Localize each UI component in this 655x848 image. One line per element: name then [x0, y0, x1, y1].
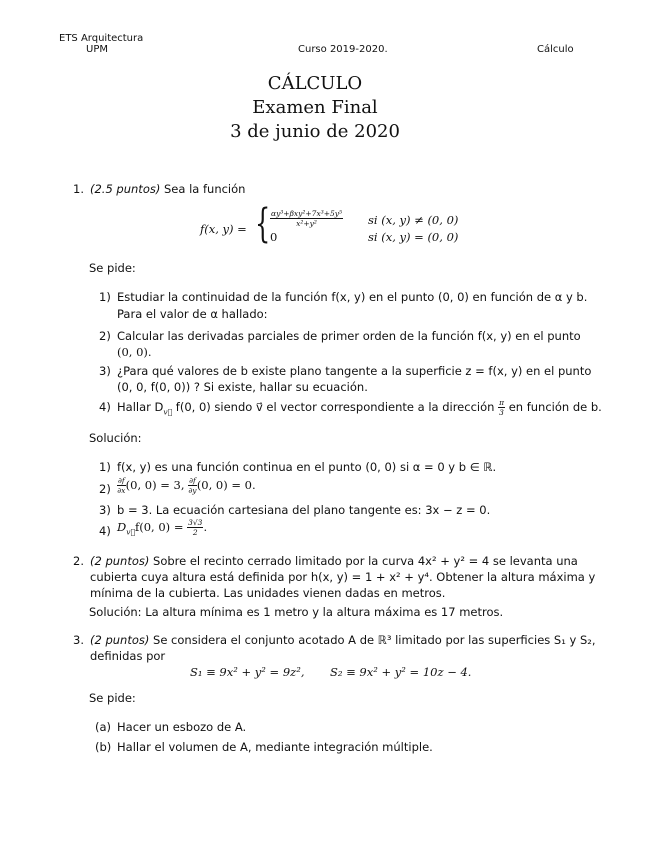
question-1-number: 1. [73, 182, 84, 196]
exam-subtitle: Examen Final [252, 97, 378, 118]
question-1-header [90, 180, 245, 198]
q1-item-4-part1: Hallar D [117, 400, 164, 414]
question-3-number: 3. [73, 633, 84, 647]
q3-item-a: Hacer un esbozo de A. [117, 720, 247, 734]
school-abbr: UPM [86, 44, 108, 55]
q1-item-number: 2) [99, 329, 111, 343]
q2-solution-label: Solución: [89, 605, 142, 619]
piece-1-condition: si (x, y) ≠ (0, 0) [368, 213, 459, 227]
question-2-line3: mínima de la cubierta. Las unidades vienen dadas en metros. [90, 586, 446, 600]
df-dy: $\frac{\partial f}{\partial y}$ [188, 476, 197, 495]
q1-solution-1: f(x, y) es una función continua en el punto (0, 0) si α = 0 y b ∈ ℝ. [117, 460, 497, 474]
q3-se-pide: Se pide: [89, 691, 136, 705]
sol-number: 4) [99, 524, 111, 538]
pi-over-3: $\frac{\pi}{3}$ [499, 398, 505, 417]
q2-solution-text: La altura mínima es 1 metro y la altura máxima es 17 metros. [145, 605, 504, 619]
q3-item-label: (b) [95, 740, 112, 754]
q1-item-4 [117, 398, 602, 421]
q1-item-number: 1) [99, 290, 111, 304]
question-2-points: (2 puntos) [90, 554, 150, 568]
question-1-points: (2.5 puntos) [90, 182, 161, 196]
piece-1-denominator: x²+y² [296, 219, 317, 228]
question-3-points: (2 puntos) [90, 633, 150, 647]
surface-s1-equation: S₁ ≡ 9x² + y² = 9z², [190, 665, 305, 679]
q1-item-2-line2: (0, 0). [117, 345, 152, 359]
q1-solution-4: $D_{v⃗}f(0$, 0) = $\frac{3√3}{2}$ . [117, 518, 208, 537]
question-2-text1: Sobre el recinto cerrado limitado por la curva 4x² + y² = 4 se levanta una [153, 554, 578, 568]
q3-item-label: (a) [95, 720, 112, 734]
piece-2-condition: si (x, y) = (0, 0) [368, 230, 459, 244]
sol-number: 1) [99, 460, 111, 474]
sol-number: 3) [99, 503, 111, 517]
exam-title: CÁLCULO [267, 73, 363, 94]
q1-solution-2-part1: (0, 0) = 3, [125, 478, 185, 492]
q1-solution-3: b = 3. La ecuación cartesiana del plano tangente es: 3x − z = 0. [117, 503, 491, 517]
q1-item-4-part2: f(0, 0) siendo v⃗ el vector correspondiente a la dirección [175, 400, 495, 414]
q3-item-b: Hallar el volumen de A, mediante integración múltiple. [117, 740, 433, 754]
q1-item-number: 4) [99, 400, 111, 414]
q1-solution-2-part2: (0, 0) = 0. [196, 478, 256, 492]
piece-2-value: 0 [270, 230, 278, 244]
exam-date: 3 de junio de 2020 [230, 121, 400, 142]
v-subscript: v⃗ [126, 527, 135, 537]
q1-item-3-line2: (0, 0, f(0, 0)) ? Si existe, hallar su ecuación. [117, 380, 368, 394]
q1-item-1-line2: Para el valor de α hallado: [117, 307, 268, 321]
question-2-line2: cubierta cuya altura está definida por h(x, y) = 1 + x² + y⁴. Obtener la altura máxima y [90, 570, 596, 584]
df-dx: $\frac{\partial f}{\partial x}$ [117, 476, 126, 495]
sol-number: 2) [99, 482, 111, 496]
piece-1-expression [270, 208, 343, 228]
question-2-number: 2. [73, 554, 84, 568]
function-lhs: f(x, y) = [200, 222, 247, 236]
subject-name: Cálculo [537, 44, 574, 55]
course-year: Curso 2019-2020. [298, 44, 388, 55]
piece-1-numerator: αy³+βxy²+7x³+5y⁵ [271, 209, 342, 218]
q1-item-number: 3) [99, 364, 111, 378]
q1-item-2-line1: Calcular las derivadas parciales de primer orden de la función f(x, y) en el punto [117, 329, 581, 343]
school-name: ETS Arquitectura [59, 33, 144, 44]
q1-solution-4-part1: D [117, 520, 127, 534]
question-2-solution [89, 603, 503, 621]
q1-solution-label: Solución: [89, 431, 142, 445]
q1-se-pide: Se pide: [89, 261, 136, 275]
question-3-line2: definidas por [90, 649, 166, 663]
question-3-line1 [90, 631, 596, 649]
q1-item-3-line1: ¿Para qué valores de b existe plano tangente a la superficie z = f(x, y) en el punto [117, 364, 592, 378]
question-3-text1: Se considera el conjunto acotado A de ℝ³ limitado por las superficies S₁ y S₂, [153, 633, 596, 647]
q1-solution-4-part2: f(0, 0) = [134, 520, 184, 534]
brace: { [255, 201, 271, 247]
surface-s2-equation: S₂ ≡ 9x² + y² = 10z − 4. [330, 665, 472, 679]
q1-item-1-line1: Estudiar la continuidad de la función f(x, y) en el punto (0, 0) en función de α y b. [117, 290, 588, 304]
q1-item-4-part3: en función de b. [508, 400, 602, 414]
solution-fraction: $\frac{3√3}{2}$ [188, 518, 203, 537]
q1-solution-2 [117, 476, 256, 495]
question-1-intro: Sea la función [164, 182, 246, 196]
v-subscript: v⃗ [163, 407, 173, 417]
